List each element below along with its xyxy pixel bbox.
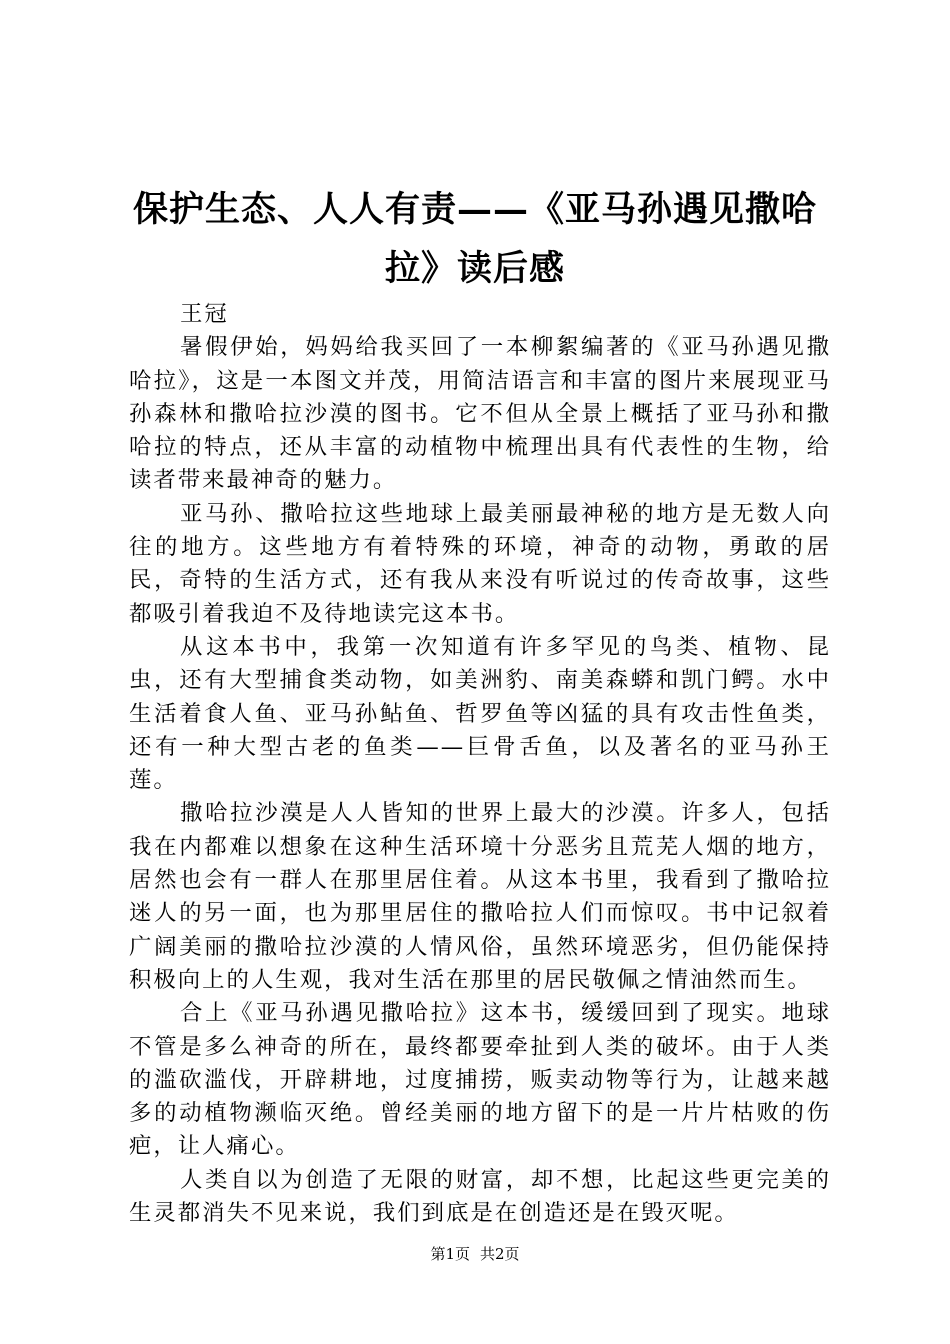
paragraph-4: 撒哈拉沙漠是人人皆知的世界上最大的沙漠。许多人，包括我在内都难以想象在这种生活环境十分恶劣且荒芜人烟的地方，居然也会有一群人在那里居住着。从这本书里，我看到了撒哈拉迷人的另一面，也为那里居住的撒哈拉人们而惊叹。书中记叙着广阔美丽的撒哈拉沙漠的人情风俗，虽然环境恶劣，但仍能保持积极向上的人生观，我对生活在那里的居民敬佩之情油然而生。	[129, 800, 831, 993]
page-total: 共2页	[480, 1245, 520, 1263]
document-body	[129, 298, 831, 1230]
page-number: 第1页	[430, 1245, 470, 1263]
page-footer	[0, 1244, 950, 1264]
paragraph-2: 亚马孙、撒哈拉这些地球上最美丽最神秘的地方是无数人向往的地方。这些地方有着特殊的环境，神奇的动物，勇敢的居民，奇特的生活方式，还有我从来没有听说过的传奇故事，这些都吸引着我迫不及待地读完这本书。	[129, 500, 831, 627]
paragraph-1: 暑假伊始，妈妈给我买回了一本柳絮编著的《亚马孙遇见撒哈拉》，这是一本图文并茂，用简洁语言和丰富的图片来展现亚马孙森林和撒哈拉沙漠的图书。它不但从全景上概括了亚马孙和撒哈拉的特点，还从丰富的动植物中梳理出具有代表性的生物，给读者带来最神奇的魅力。	[129, 334, 831, 494]
page-title: 保护生态、人人有责——《亚马孙遇见撒哈拉》读后感	[132, 189, 817, 289]
paragraph-5: 合上《亚马孙遇见撒哈拉》这本书，缓缓回到了现实。地球不管是多么神奇的所在，最终都要牵扯到人类的破坏。由于人类的滥砍滥伐，开辟耕地，过度捕捞，贩卖动物等行为，让越来越多的动植物濒临灭绝。曾经美丽的地方留下的是一片片枯败的伤疤，让人痛心。	[129, 1000, 831, 1160]
paragraph-3: 从这本书中，我第一次知道有许多罕见的鸟类、植物、昆虫，还有大型捕食类动物，如美洲豹、南美森蟒和凯门鳄。水中生活着食人鱼、亚马孙鲇鱼、哲罗鱼等凶猛的具有攻击性鱼类，还有一种大型古老的鱼类——巨骨舌鱼，以及著名的亚马孙王莲。	[129, 633, 831, 794]
paragraph-6: 人类自以为创造了无限的财富，却不想，比起这些更完美的生灵都消失不见来说，我们到底是在创造还是在毁灭呢。	[129, 1166, 831, 1227]
author-name: 王冠	[180, 301, 229, 327]
